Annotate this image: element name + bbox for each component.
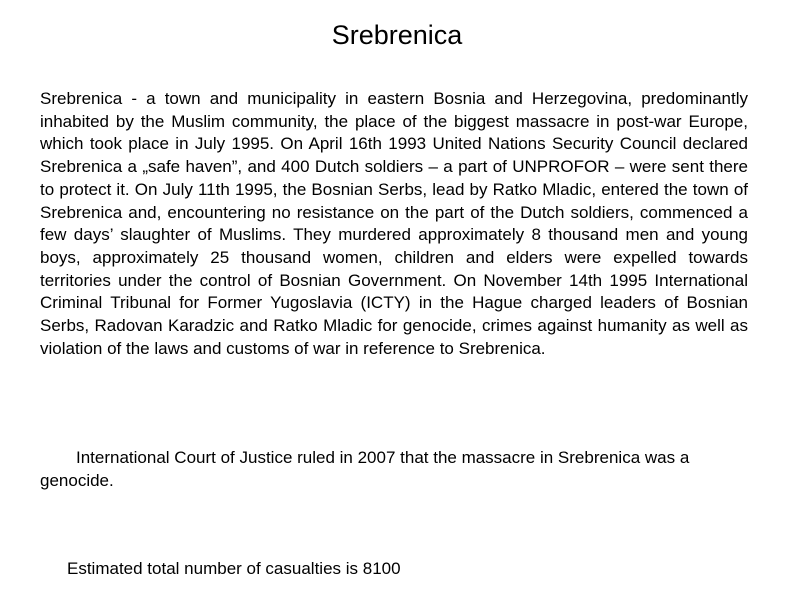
main-paragraph: Srebrenica - a town and municipality in eastern Bosnia and Herzegovina, predominantly inhabited by the Muslim community, the place of the biggest massacre in post-war Europe, which took place in July 1995. On April 16th 1993 United Nations Security Council declared Srebrenica a „safe haven”, and 400 Dutch soldiers – a part of UNPROFOR – were sent there to protect it. On July 11th 1995, the Bosnian Serbs, lead by Ratko Mladic, entered the town of Srebrenica and, encountering no resistance on the part of the Dutch soldiers, commenced a few days’ slaughter of Muslims. They murdered approximately 8 thousand men and young boys, approximately 25 thousand women, children and elders were expelled towards territories under the control of Bosnian Government. On November 14th 1995 International Criminal Tribunal for Former Yugoslavia (ICTY) in the Hague charged leaders of Bosnian Serbs, Radovan Karadzic and Ratko Mladic for genocide, crimes against humanity as well as violation of the laws and customs of war in reference to Srebrenica. — [40, 89, 748, 358]
casualties-statement: Estimated total number of casualties is 8100 — [67, 559, 401, 578]
page-title: Srebrenica — [331, 20, 463, 50]
icj-ruling-paragraph: International Court of Justice ruled in 2007 that the massacre in Srebrenica was a genocide. — [40, 448, 690, 490]
